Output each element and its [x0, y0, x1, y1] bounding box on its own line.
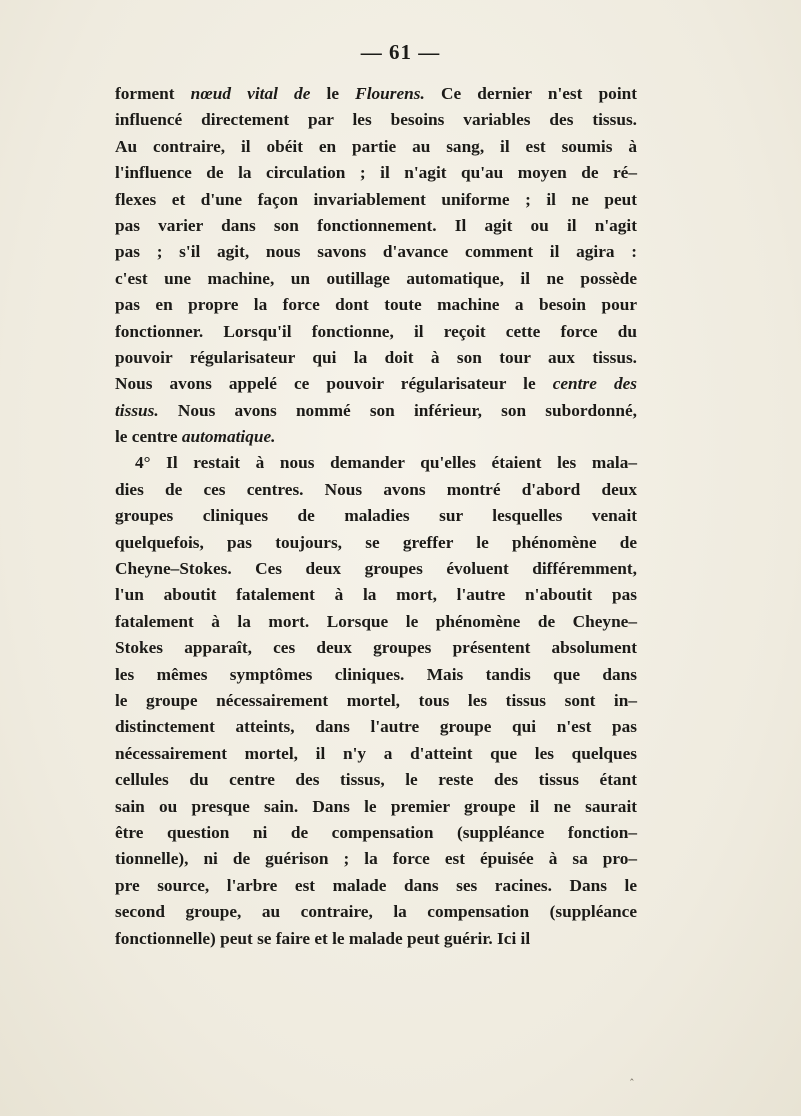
text-segment: forment: [115, 84, 191, 103]
body-text: [115, 81, 637, 952]
text-line: pouvoir régularisateur qui la doit à son tour aux tissus.: [115, 347, 637, 367]
text-line: nécessairement mortel, il n'y a d'atteint que les quelques: [115, 743, 637, 763]
text-line: 4° Il restait à nous demander qu'elles étaient les mala–: [135, 453, 637, 473]
text-line: pas en propre la force dont toute machine a besoin pour: [115, 295, 637, 315]
italic-text: automatique.: [181, 427, 276, 447]
italic-text: tissus.: [115, 400, 159, 420]
text-line: [115, 81, 637, 107]
text-line: Stokes apparaît, ces deux groupes présentent absolument: [115, 638, 637, 658]
text-line: fonctionner. Lorsqu'il fonctionne, il reçoit cette force du: [115, 321, 637, 341]
text-line: tionnelle), ni de guérison ; la force est épuisée à sa pro–: [115, 849, 637, 869]
text-line: Cheyne–Stokes. Ces deux groupes évoluent différemment,: [115, 559, 637, 579]
text-segment: le centre: [115, 427, 182, 447]
text-segment: Ce dernier n'est point: [424, 84, 637, 103]
text-line: fonctionnelle) peut se faire et le malade peut guérir. Ici il: [115, 928, 531, 948]
text-line: [115, 424, 637, 450]
text-line: Au contraire, il obéit en partie au sang, il est soumis à: [115, 136, 637, 156]
text-line: sain ou presque sain. Dans le premier groupe il ne saurait: [115, 796, 637, 816]
text-line: pre source, l'arbre est malade dans ses racines. Dans le: [115, 875, 637, 895]
text-segment: le: [310, 84, 356, 103]
text-line: flexes et d'une façon invariablement uniforme ; il ne peut: [115, 189, 637, 209]
text-line: influencé directement par les besoins variables des tissus.: [115, 110, 637, 130]
text-line: dies de ces centres. Nous avons montré d'abord deux: [115, 479, 637, 499]
italic-text: Flourens.: [355, 84, 425, 103]
text-line: distinctement atteints, dans l'autre groupe qui n'est pas: [115, 717, 637, 737]
text-line: l'influence de la circulation ; il n'agit qu'au moyen de ré–: [115, 163, 637, 183]
page-number: — 61 —: [360, 40, 441, 64]
text-line: être question ni de compensation (suppléance fonction–: [115, 822, 637, 842]
text-line: quelquefois, pas toujours, se greffer le phénomène de: [115, 532, 637, 552]
stray-mark: ‸: [630, 1068, 634, 1081]
text-line: [115, 371, 637, 397]
text-segment: Nous avons appelé ce pouvoir régularisateur le: [115, 374, 553, 394]
text-line: pas ; s'il agit, nous savons d'avance comment il agira :: [115, 242, 637, 262]
italic-text: centre des: [552, 374, 637, 394]
text-line: les mêmes symptômes cliniques. Mais tandis que dans: [115, 664, 637, 684]
text-line: cellules du centre des tissus, le reste des tissus étant: [115, 770, 637, 790]
text-line: pas varier dans son fonctionnement. Il agit ou il n'agit: [115, 215, 637, 235]
text-line: second groupe, au contraire, la compensation (suppléance: [115, 902, 637, 922]
text-line: c'est une machine, un outillage automatique, il ne possède: [115, 268, 637, 288]
italic-text: nœud vital de: [190, 84, 311, 103]
text-line: [115, 398, 637, 424]
text-line: fatalement à la mort. Lorsque le phénomène de Cheyne–: [115, 611, 637, 631]
text-line: le groupe nécessairement mortel, tous les tissus sont in–: [115, 690, 637, 710]
text-line: groupes cliniques de maladies sur lesquelles venait: [115, 506, 637, 526]
text-line: l'un aboutit fatalement à la mort, l'autre n'aboutit pas: [115, 585, 637, 605]
text-segment: Nous avons nommé son inférieur, son subordonné,: [158, 400, 637, 420]
